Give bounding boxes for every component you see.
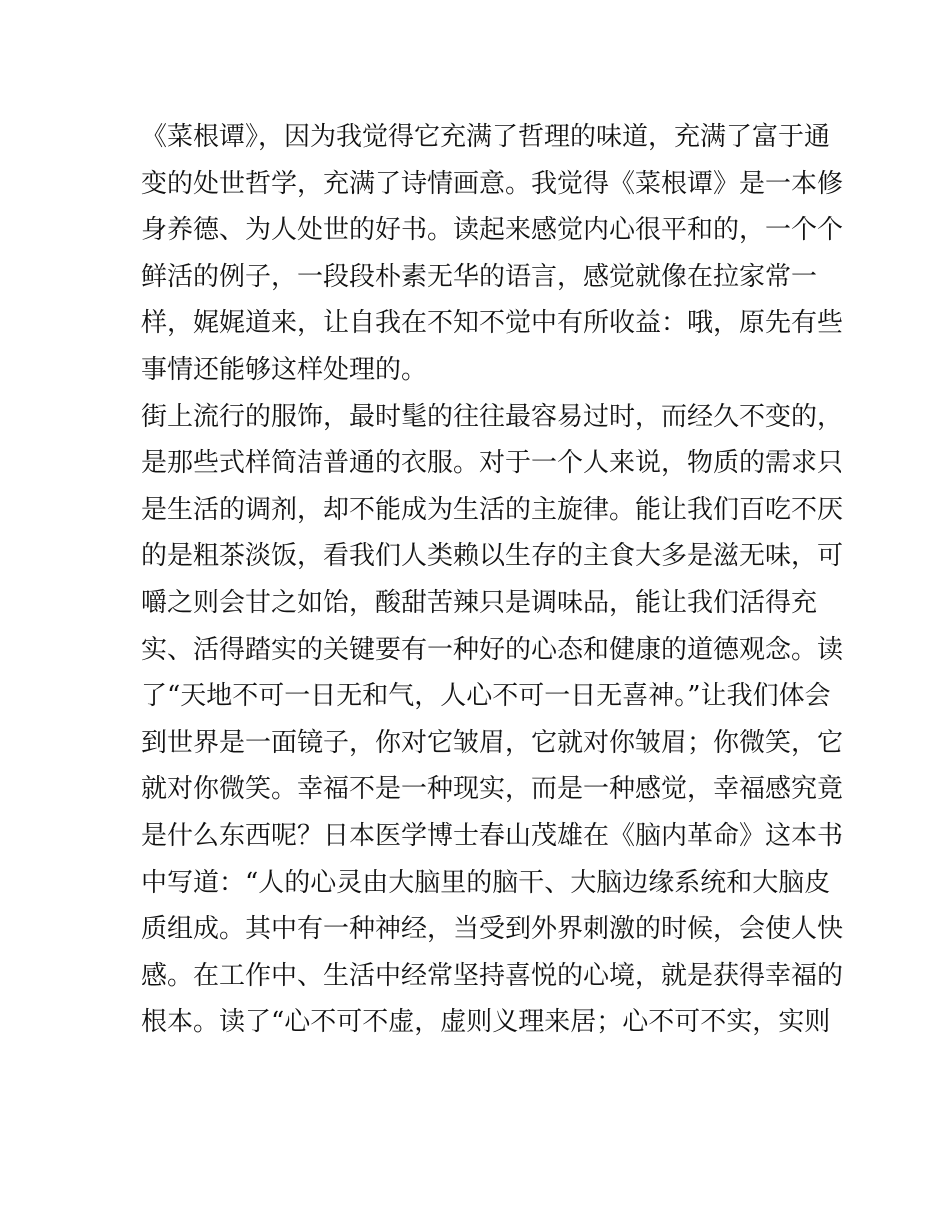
text-line: 质组成。其中有一种神经，当受到外界刺激的时候，会使人快 bbox=[141, 914, 844, 945]
text-line: 感。在工作中、生活中经常坚持喜悦的心境，就是获得幸福的 bbox=[141, 960, 844, 991]
text-line: 就对你微笑。幸福不是一种现实，而是一种感觉，幸福感究竟 bbox=[141, 774, 844, 805]
text-line: 是什么东西呢？日本医学博士春山茂雄在《脑内革命》这本书 bbox=[141, 820, 844, 851]
text-line: 样，娓娓道来，让自我在不知不觉中有所收益：哦，原先有些 bbox=[141, 308, 844, 339]
body-text bbox=[141, 114, 844, 1046]
text-line: 《菜根谭》，因为我觉得它充满了哲理的味道，充满了富于通 bbox=[141, 122, 831, 152]
text-line: 变的处世哲学，充满了诗情画意。我觉得《菜根谭》是一本修 bbox=[141, 168, 844, 199]
text-line: 鲜活的例子，一段段朴素无华的语言，感觉就像在拉家常一 bbox=[141, 261, 818, 292]
text-line: 到世界是一面镜子，你对它皱眉，它就对你皱眉；你微笑，它 bbox=[141, 727, 844, 758]
text-line: 身养德、为人处世的好书。读起来感觉内心很平和的，一个个 bbox=[141, 215, 844, 246]
text-line: 中写道：“人的心灵由大脑里的脑干、大脑边缘系统和大脑皮 bbox=[141, 867, 831, 898]
text-line: 街上流行的服饰，最时髦的往往最容易过时，而经久不变的， bbox=[141, 401, 844, 432]
text-line: 嚼之则会甘之如饴，酸甜苦辣只是调味品，能让我们活得充 bbox=[141, 587, 818, 618]
text-line: 实、活得踏实的关键要有一种好的心态和健康的道德观念。读 bbox=[141, 634, 844, 665]
text-line: 的是粗茶淡饭，看我们人类赖以生存的主食大多是滋无味，可 bbox=[141, 541, 844, 572]
text-line: 是生活的调剂，却不能成为生活的主旋律。能让我们百吃不厌 bbox=[141, 494, 844, 525]
text-line: 是那些式样简洁普通的衣服。对于一个人来说，物质的需求只 bbox=[141, 448, 844, 479]
text-line: 根本。读了“心不可不虚，虚则义理来居；心不可不实，实则 bbox=[141, 1007, 831, 1038]
text-line: 了“天地不可一日无和气，人心不可一日无喜神。”让我们体会 bbox=[141, 681, 831, 712]
text-line: 事情还能够这样处理的。 bbox=[141, 354, 428, 385]
